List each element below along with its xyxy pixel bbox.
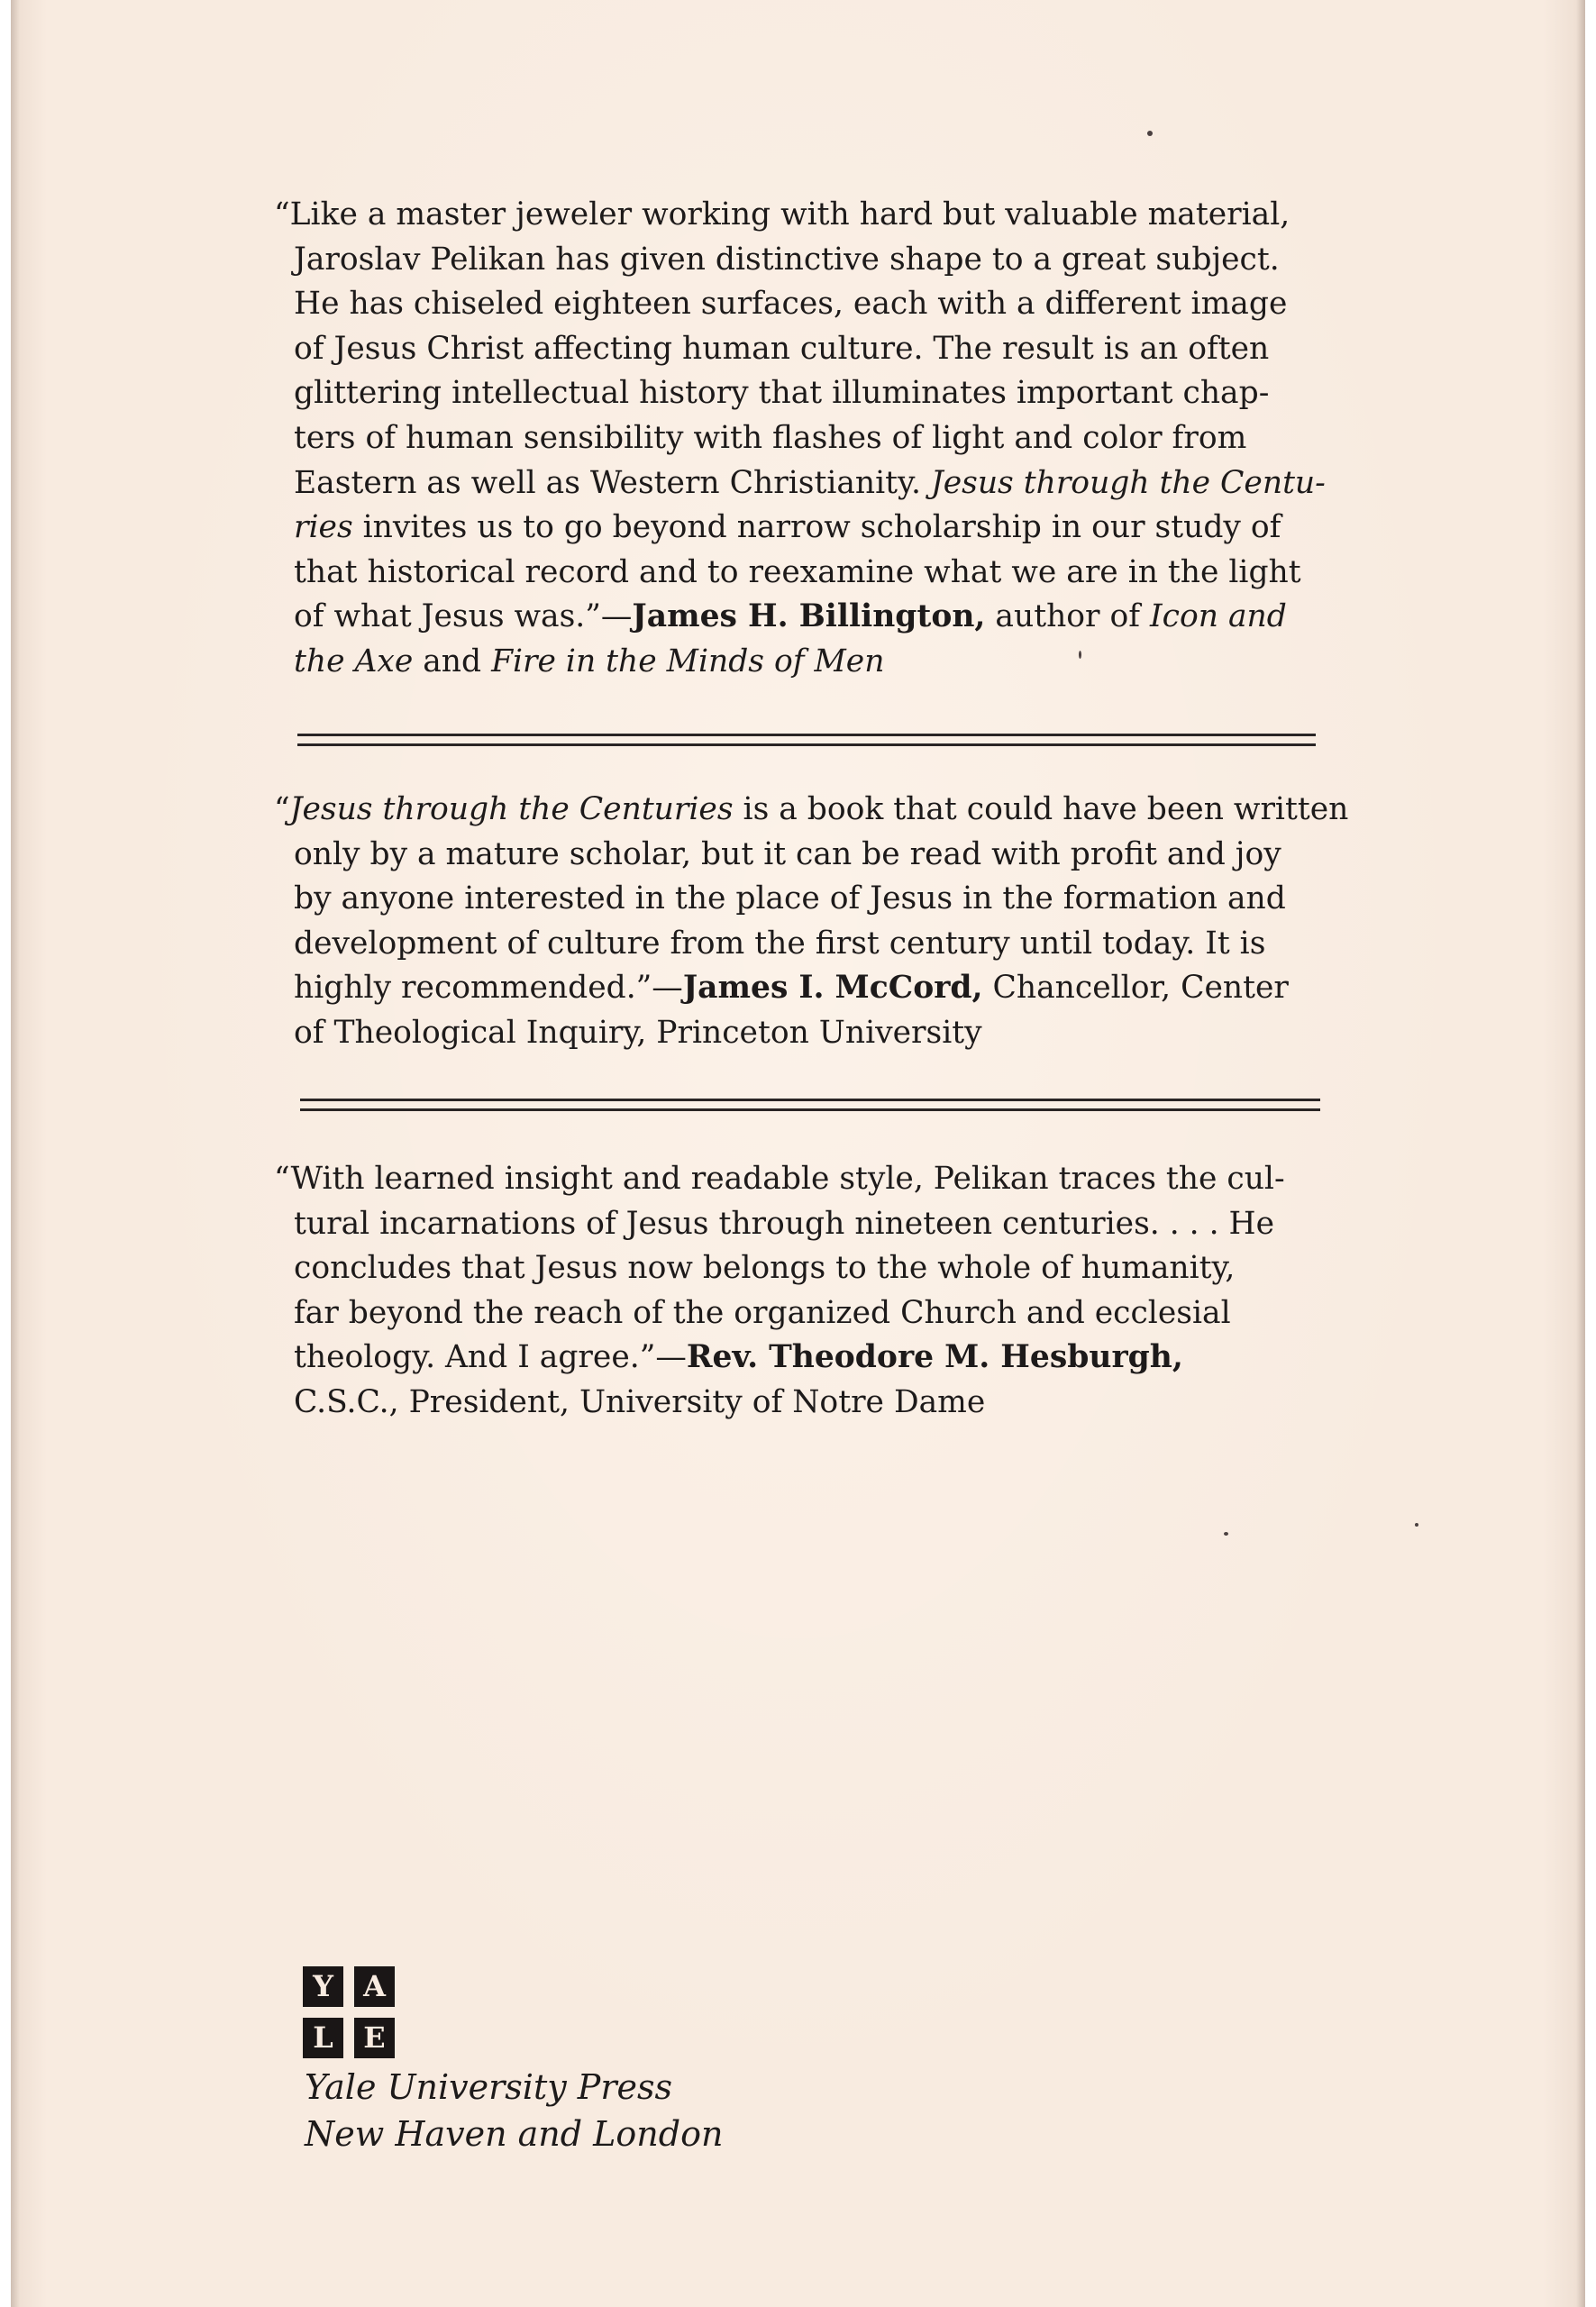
book-title: Jesus through the Centuries xyxy=(289,791,734,827)
paper-speck xyxy=(1224,1532,1228,1536)
double-rule-divider xyxy=(300,1099,1320,1111)
logo-letter: E xyxy=(354,2018,395,2058)
blurb-text: ters of human sensibility with flashes of light and color from xyxy=(294,419,1247,456)
blurb-text: glittering intellectual history that illuminates important chap- xyxy=(294,375,1270,412)
blurb-line xyxy=(274,922,1337,967)
blurb-text: is a book that could have been written xyxy=(733,791,1349,827)
blurb-line xyxy=(274,371,1337,416)
paper-speck xyxy=(1415,1523,1418,1527)
blurb-text: author of xyxy=(985,598,1151,635)
blurb-line xyxy=(274,595,1337,640)
blurb-text: C.S.C., President, University of Notre Dame xyxy=(294,1383,986,1420)
blurb-author: James H. Billington, xyxy=(632,598,986,635)
blurb-line xyxy=(274,461,1337,506)
blurb-text: Jaroslav Pelikan has given distinctive shape to a great subject. xyxy=(294,241,1280,278)
blurb-author: James I. McCord, xyxy=(682,970,983,1007)
blurb-text: “ xyxy=(274,791,290,827)
logo-letter: A xyxy=(354,1966,395,2007)
blurb-text: tural incarnations of Jesus through nineteen centuries. . . . He xyxy=(294,1205,1275,1242)
blurb-text: of Jesus Christ affecting human culture. The result is an often xyxy=(294,330,1270,367)
book-title: ries xyxy=(294,509,353,546)
blurb-line xyxy=(274,506,1337,551)
paper-speck xyxy=(1147,131,1153,136)
blurb-hesburgh xyxy=(274,1157,1337,1426)
blurb-line xyxy=(274,416,1337,461)
blurb-line xyxy=(274,1157,1337,1202)
blurb-line xyxy=(274,1336,1337,1381)
blurb-line xyxy=(274,327,1337,372)
blurb-billington xyxy=(274,193,1337,685)
blurb-line xyxy=(274,1291,1337,1336)
double-rule-divider xyxy=(297,734,1316,746)
blurb-line xyxy=(274,193,1337,238)
blurb-text: far beyond the reach of the organized Church and ecclesial xyxy=(294,1294,1231,1331)
yale-press-logo xyxy=(303,1966,397,2060)
blurb-line xyxy=(274,877,1337,922)
blurb-text: theology. And I agree.”— xyxy=(294,1339,687,1376)
blurb-mccord xyxy=(274,788,1349,1056)
blurb-text: highly recommended.”— xyxy=(294,970,683,1007)
book-title: Fire in the Minds of Men xyxy=(491,643,885,679)
cover-right-edge xyxy=(1576,0,1585,2307)
publisher-location: New Haven and London xyxy=(305,2114,724,2154)
blurb-line xyxy=(274,1246,1337,1291)
blurb-text: that historical record and to reexamine what we are in the light xyxy=(294,553,1301,590)
blurb-text: of Theological Inquiry, Princeton University xyxy=(294,1014,982,1051)
blurb-line xyxy=(274,833,1337,878)
book-title: Jesus through the Centu- xyxy=(930,464,1326,501)
paper-speck xyxy=(1079,651,1081,659)
book-title: Icon and xyxy=(1150,598,1287,635)
book-title: the Axe xyxy=(294,643,414,679)
blurb-line xyxy=(274,640,1337,685)
publisher-name: Yale University Press xyxy=(305,2067,672,2107)
publisher-imprint xyxy=(305,2064,723,2157)
blurb-text: of what Jesus was.”— xyxy=(294,598,633,635)
blurb-line xyxy=(274,1202,1337,1247)
blurb-text: Chancellor, Center xyxy=(982,970,1289,1007)
blurb-text: development of culture from the first century until today. It is xyxy=(294,925,1266,962)
blurb-text: concludes that Jesus now belongs to the whole of humanity, xyxy=(294,1250,1236,1287)
logo-letter: L xyxy=(303,2018,343,2058)
blurb-line xyxy=(274,788,1349,833)
blurb-line xyxy=(274,238,1337,283)
blurb-text: invites us to go beyond narrow scholarship in our study of xyxy=(352,509,1281,546)
cover-left-edge xyxy=(11,0,20,2307)
blurb-author: Rev. Theodore M. Hesburgh, xyxy=(686,1339,1183,1376)
blurb-text: “With learned insight and readable style, Pelikan traces the cul- xyxy=(274,1161,1285,1197)
blurb-text: He has chiseled eighteen surfaces, each with a different image xyxy=(294,286,1288,323)
blurb-text: only by a mature scholar, but it can be read with profit and joy xyxy=(294,835,1281,872)
blurb-line xyxy=(274,966,1337,1011)
blurb-text: Eastern as well as Western Christianity. xyxy=(294,464,931,501)
blurb-line xyxy=(274,551,1337,596)
blurb-text: by anyone interested in the place of Jesus in the formation and xyxy=(294,880,1286,917)
blurb-text: “Like a master jeweler working with hard but valuable material, xyxy=(274,196,1290,233)
blurb-line xyxy=(274,1381,1337,1426)
blurb-line xyxy=(274,282,1337,327)
blurb-line xyxy=(274,1011,1337,1056)
blurb-text: and xyxy=(413,643,492,679)
logo-letter: Y xyxy=(303,1966,343,2007)
